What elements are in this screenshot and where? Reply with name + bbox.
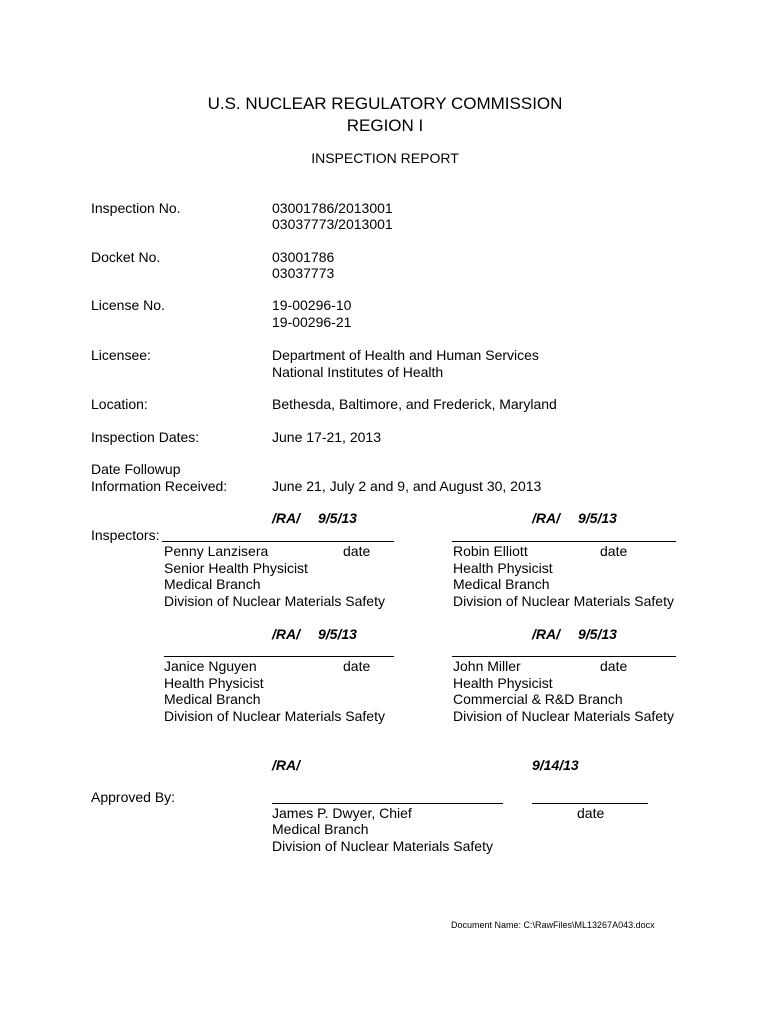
location-label: Location: [91, 396, 148, 412]
inspector-name: Janice Nguyen [164, 658, 257, 674]
approval-date-label: date [577, 805, 605, 821]
date-label: date [343, 543, 371, 559]
date-label: date [600, 658, 628, 674]
approver-name: James P. Dwyer, Chief [272, 805, 412, 821]
approved-by-label: Approved By: [91, 789, 176, 805]
report-subtitle: INSPECTION REPORT [311, 150, 459, 166]
inspector-name: Penny Lanzisera [164, 543, 269, 559]
licensee-value-1: Department of Health and Human Services [272, 347, 539, 363]
followup-label-2: Information Received: [91, 478, 228, 494]
signature-ra: /RA/ [272, 510, 300, 526]
inspection-dates-value: June 17-21, 2013 [272, 429, 381, 445]
signature-ra: /RA/ [532, 626, 560, 642]
approval-date: 9/14/13 [532, 757, 579, 773]
inspector-name: Robin Elliott [453, 543, 528, 559]
signature-line [452, 656, 676, 657]
inspection-no-value-2: 03037773/2013001 [272, 216, 393, 232]
signature-line [162, 541, 394, 542]
license-no-value-1: 19-00296-10 [272, 297, 352, 313]
license-no-value-2: 19-00296-21 [272, 314, 352, 330]
docket-no-label: Docket No. [91, 249, 161, 265]
licensee-label: Licensee: [91, 347, 151, 363]
approval-signature-line [272, 803, 503, 804]
signature-date: 9/5/13 [578, 510, 617, 526]
approver-branch: Medical Branch [272, 821, 369, 837]
date-label: date [343, 658, 371, 674]
inspector-title: Health Physicist [453, 560, 553, 576]
docket-no-value-1: 03001786 [272, 249, 335, 265]
inspector-branch: Medical Branch [164, 691, 261, 707]
inspector-division: Division of Nuclear Materials Safety [164, 708, 385, 724]
location-value: Bethesda, Baltimore, and Frederick, Maryland [272, 396, 557, 412]
inspection-no-label: Inspection No. [91, 200, 181, 216]
inspectors-label: Inspectors: [91, 527, 160, 543]
license-no-label: License No. [91, 297, 165, 313]
approval-ra: /RA/ [272, 757, 300, 773]
signature-ra: /RA/ [532, 510, 560, 526]
inspector-title: Health Physicist [453, 675, 553, 691]
approval-date-line [532, 803, 648, 804]
document-name: Document Name: C:\RawFiles\ML13267A043.docx [451, 920, 655, 930]
agency-title: U.S. NUCLEAR REGULATORY COMMISSION [207, 94, 563, 113]
date-label: date [600, 543, 628, 559]
inspector-division: Division of Nuclear Materials Safety [453, 708, 674, 724]
inspector-division: Division of Nuclear Materials Safety [453, 593, 674, 609]
signature-date: 9/5/13 [318, 626, 357, 642]
followup-label-1: Date Followup [91, 461, 181, 477]
inspector-title: Senior Health Physicist [164, 560, 308, 576]
signature-ra: /RA/ [272, 626, 300, 642]
signature-line [164, 656, 394, 657]
inspection-no-value-1: 03001786/2013001 [272, 200, 393, 216]
inspector-title: Health Physicist [164, 675, 264, 691]
signature-date: 9/5/13 [578, 626, 617, 642]
inspector-branch: Medical Branch [164, 576, 261, 592]
followup-value: June 21, July 2 and 9, and August 30, 2013 [272, 478, 542, 494]
inspector-branch: Medical Branch [453, 576, 550, 592]
approver-division: Division of Nuclear Materials Safety [272, 838, 493, 854]
inspector-branch: Commercial & R&D Branch [453, 691, 623, 707]
docket-no-value-2: 03037773 [272, 265, 335, 281]
inspector-name: John Miller [453, 658, 521, 674]
region-title: REGION I [346, 116, 424, 135]
licensee-value-2: National Institutes of Health [272, 364, 444, 380]
inspection-dates-label: Inspection Dates: [91, 429, 200, 445]
inspector-division: Division of Nuclear Materials Safety [164, 593, 385, 609]
signature-date: 9/5/13 [318, 510, 357, 526]
signature-line [452, 541, 676, 542]
